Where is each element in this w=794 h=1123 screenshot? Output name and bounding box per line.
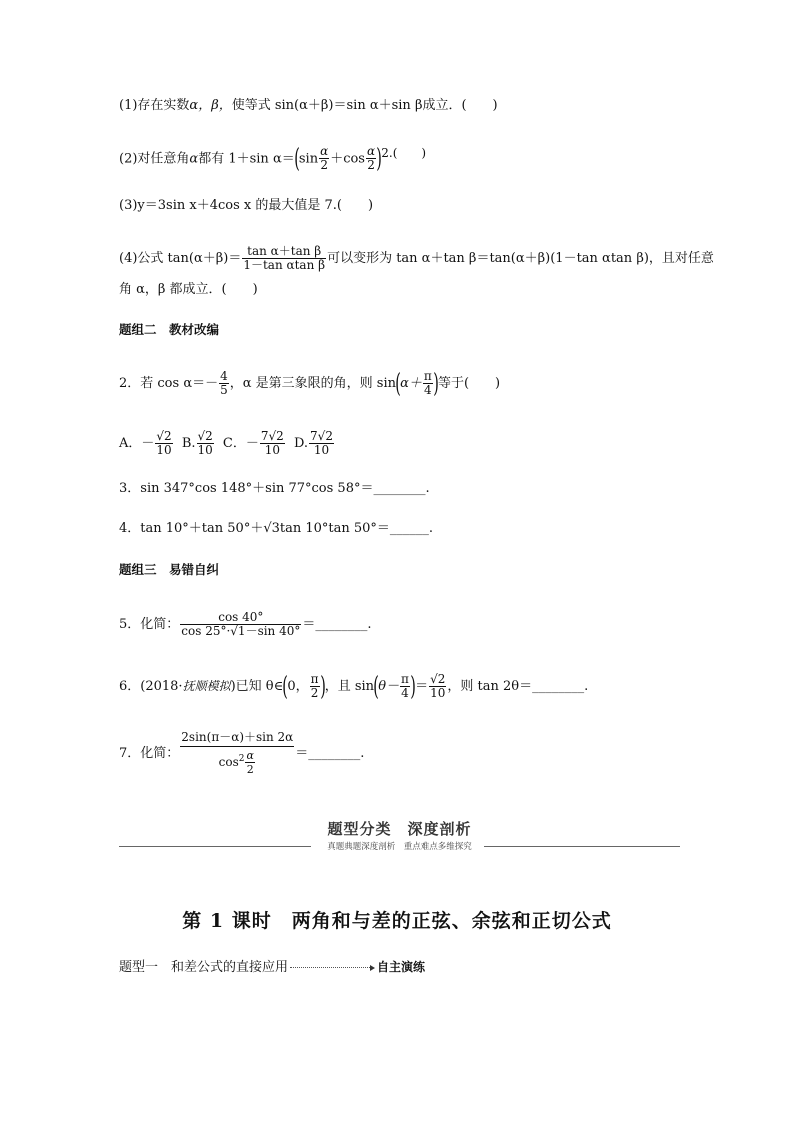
section-banner (119, 818, 680, 854)
judge-item-1 (119, 98, 498, 114)
p6-paren-1-left: ( (282, 671, 289, 702)
option-d-label: D. (293, 436, 309, 451)
p6-frac-3-den: 10 (430, 686, 446, 700)
option-a-label: A．－ (119, 436, 155, 451)
type-1-label: 题型一 和差公式的直接应用 (119, 960, 289, 975)
q2-tail: 2.( ) (381, 146, 427, 160)
option-a-frac (155, 430, 172, 457)
q4-text-a: (4)公式 tan(α＋β)＝ (119, 251, 242, 266)
p6-frac-2 (400, 673, 410, 700)
p6-text-e: θ－ (378, 679, 400, 694)
p2-frac-2 (423, 370, 433, 397)
p5-frac (180, 611, 301, 638)
p5-text-b: ＝________. (302, 617, 372, 632)
p6-text-a: 6．(2018· (119, 679, 183, 694)
option-d-frac (309, 430, 334, 457)
problem-7 (119, 731, 364, 776)
p2-frac-1 (219, 370, 229, 397)
q4-text-b: 可以变形为 tan α＋tan β＝tan(α＋β)(1－tan αtan β)，且对任意 (327, 251, 714, 266)
p6-source: 抚顺模拟 (182, 679, 231, 693)
problem-5 (119, 611, 372, 638)
option-d-num: 7√2 (310, 429, 333, 443)
q1-text-c: 使等式 sin(α＋β)＝sin α＋sin β成立．( ) (231, 98, 498, 113)
q2-text-c: 都有 1＋sin α＝ (198, 151, 295, 167)
q2-text-a: (2)对任意角 (119, 151, 190, 167)
p5-frac-den: cos 25°·√1－sin 40° (181, 624, 301, 638)
type-1-tag: 自主演练 (377, 960, 426, 974)
p6-frac-1 (310, 673, 320, 700)
p2-text-c: α＋ (400, 376, 422, 391)
p6-text-g: ，则 tan 2θ＝________. (447, 679, 589, 694)
p6-frac-2-den: 4 (401, 686, 409, 700)
banner-rule-right (484, 846, 680, 847)
q2-plus-cos: ＋cos (330, 151, 365, 167)
p2-text-b: ，α 是第三象限的角，则 sin (229, 376, 396, 391)
p6-text-b: )已知 θ∈ (230, 679, 284, 694)
group-3-heading: 题组三 易错自纠 (119, 562, 220, 577)
p6-paren-1-right: ) (319, 671, 326, 702)
p6-text-d: ，且 sin (324, 679, 375, 694)
judge-item-4-cont (119, 282, 258, 298)
judge-item-2 (119, 145, 426, 172)
p6-text-c: 0， (287, 679, 309, 694)
p2-frac-1-den: 5 (220, 383, 228, 397)
q4-frac (242, 245, 326, 272)
p7-den-power: 2 (238, 754, 245, 764)
p6-frac-2-num: π (401, 672, 409, 686)
arrow-right-icon (370, 965, 375, 971)
p7-frac (180, 731, 294, 776)
dotted-leader (290, 967, 370, 968)
option-b-num: √2 (197, 429, 213, 443)
q2-frac-2 (366, 145, 376, 172)
q2-sin: sin (298, 151, 319, 167)
option-b-den: 10 (197, 443, 213, 457)
p5-text-a: 5．化简： (119, 617, 180, 632)
type-1-row (119, 956, 425, 975)
q3-text: (3)y＝3sin x＋4cos x 的最大值是 7.( ) (119, 198, 374, 213)
p7-den-frac (245, 749, 254, 776)
q2-frac-2-den: 2 (367, 158, 375, 173)
problem-6 (119, 673, 588, 700)
option-a-den: 10 (156, 443, 172, 457)
judge-item-3 (119, 198, 373, 214)
problem-2 (119, 370, 500, 397)
banner-title: 题型分类 深度剖析 (327, 820, 472, 838)
group-2-heading: 题组二 教材改编 (119, 322, 220, 337)
option-c-label: C．－ (222, 436, 259, 451)
p2-frac-2-den: 4 (424, 383, 432, 397)
option-c-frac (260, 430, 285, 457)
q2-frac-1-den: 2 (320, 158, 328, 173)
option-c-num: 7√2 (260, 429, 284, 443)
p7-text-a: 7．化简： (119, 746, 180, 761)
p7-frac-num: 2sin(π－α)＋sin 2α (180, 731, 294, 747)
lesson-title: 第 1 课时 两角和与差的正弦、余弦和正切公式 (182, 910, 612, 932)
q2-right-paren: ) (376, 143, 382, 174)
p2-frac-2-num: π (423, 369, 432, 383)
problem-2-options (119, 430, 335, 457)
p5-frac-num: cos 40° (180, 611, 301, 625)
p2-frac-1-num: 4 (220, 369, 228, 383)
option-c-den: 10 (264, 443, 280, 457)
option-d-den: 10 (313, 443, 330, 457)
option-a-num: √2 (156, 429, 172, 443)
option-b-frac (197, 430, 214, 457)
p6-frac-3-num: √2 (430, 672, 446, 686)
option-b-label: B. (181, 436, 196, 451)
q2-frac-1 (319, 145, 329, 172)
p6-frac-3 (429, 673, 446, 700)
q2-text-b: α (189, 151, 199, 167)
p2-left-paren: ( (395, 368, 401, 399)
p6-text-f: ＝ (415, 679, 429, 694)
q4-text-c: 角 α，β 都成立．( ) (119, 282, 258, 297)
p2-right-paren: ) (433, 368, 439, 399)
q2-frac-2-num: α (366, 144, 376, 159)
q4-frac-num: tan α＋tan β (242, 245, 326, 259)
p6-paren-2-left: ( (373, 671, 379, 702)
q1-text-b: α，β， (189, 98, 232, 113)
p2-text-a: 2．若 cos α＝－ (119, 376, 219, 391)
p2-text-d: 等于( ) (437, 376, 501, 391)
judge-item-4 (119, 245, 714, 272)
p7-frac-den (180, 747, 294, 776)
p6-paren-2-right: ) (410, 671, 416, 702)
banner-subtitle: 真题典题深度剖析 重点难点多维探究 (327, 842, 472, 852)
p6-frac-1-num: π (310, 672, 319, 686)
p7-text-b: ＝________. (295, 746, 365, 761)
p7-den-frac-num: α (246, 749, 254, 762)
p7-den-cos: cos (218, 755, 239, 769)
problem-3: 3．sin 347°cos 148°＋sin 77°cos 58°＝________. (119, 481, 430, 496)
q2-left-paren: ( (294, 143, 300, 174)
q4-frac-den: 1－tan αtan β (243, 258, 326, 272)
q1-text-a: (1)存在实数 (119, 98, 190, 113)
p6-frac-1-den: 2 (310, 686, 319, 700)
q2-frac-1-num: α (320, 144, 329, 159)
problem-4: 4．tan 10°＋tan 50°＋√3tan 10°tan 50°＝______. (119, 521, 434, 536)
p7-den-frac-den: 2 (246, 763, 254, 776)
